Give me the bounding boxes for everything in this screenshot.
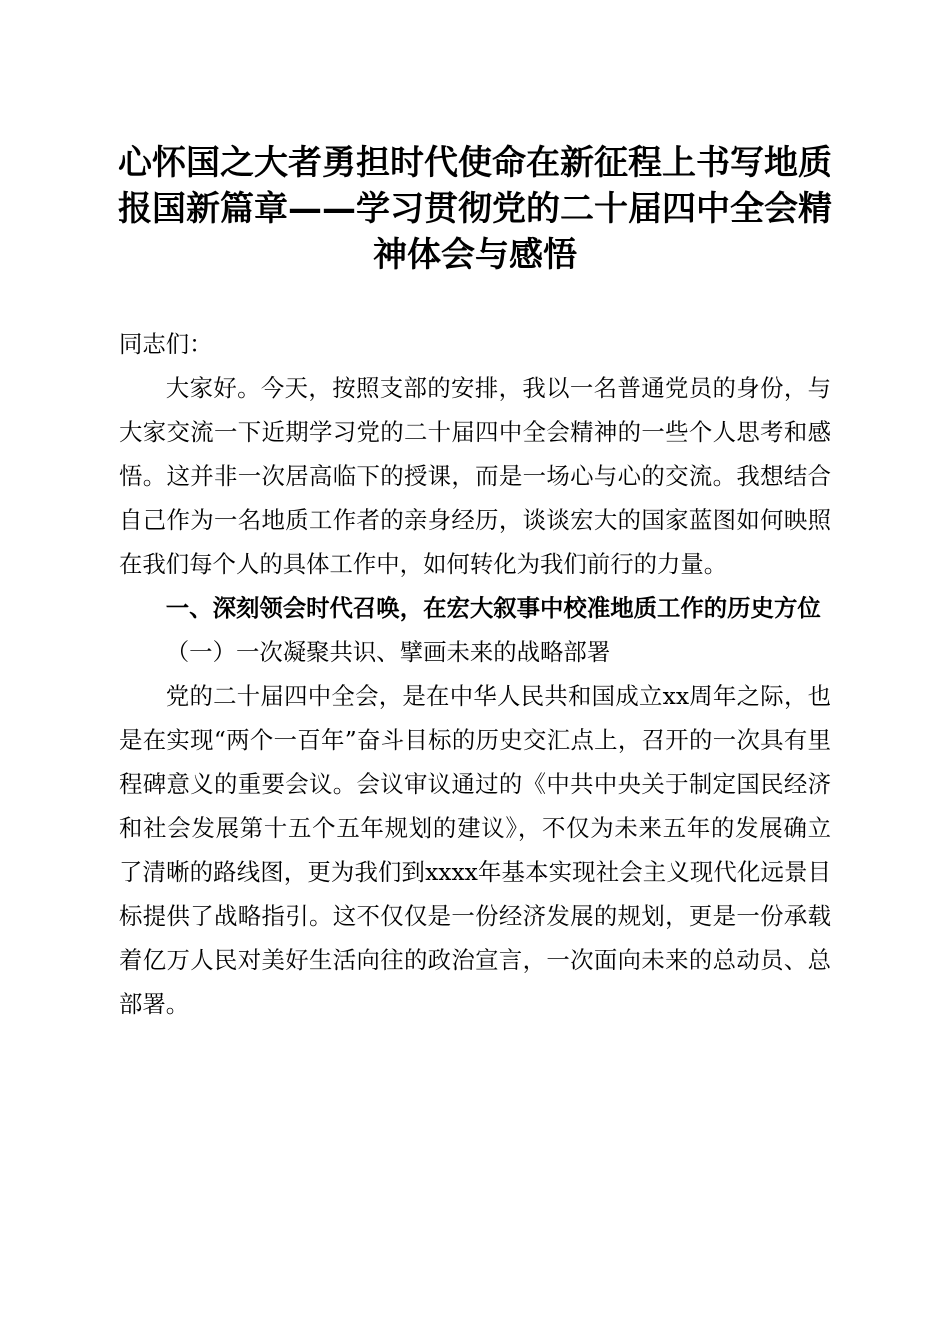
intro-paragraph: 大家好。今天，按照支部的安排，我以一名普通党员的身份，与大家交流一下近期学习党的二十届四中全会精神的一些个人思考和感悟。这并非一次居高临下的授课，而是一场心与心的交流。我想结合自己作为一名地质工作者的亲身经历，谈谈宏大的国家蓝图如何映照在我们每个人的具体工作中，如何转化为我们前行的力量。 [119, 374, 831, 578]
subsection-heading: （一）一次凝聚共识、擘画未来的战略部署 [165, 638, 611, 666]
section-heading: 一、深刻领会时代召唤，在宏大叙事中校准地质工作的历史方位 [165, 594, 821, 622]
body-paragraph: 党的二十届四中全会，是在中华人民共和国成立xx周年之际，也是在实现“两个一百年”奋斗目标的历史交汇点上，召开的一次具有里程碑意义的重要会议。会议审议通过的《中共中央关于制定国民经济和社会发展第十五个五年规划的建议》，不仅为未来五年的发展确立了清晰的路线图，更为我们到xxxx年基本实现社会主义现代化远景目标提供了战略指引。这不仅仅是一份经济发展的规划，更是一份承载着亿万人民对美好生活向往的政治宣言，一次面向未来的总动员、总部署。 [119, 682, 831, 1018]
document-body [119, 322, 831, 1026]
salutation: 同志们： [119, 330, 213, 358]
document-title: 心怀国之大者勇担时代使命在新征程上书写地质报国新篇章——学习贯彻党的二十届四中全会精神体会与感悟 [118, 143, 832, 275]
